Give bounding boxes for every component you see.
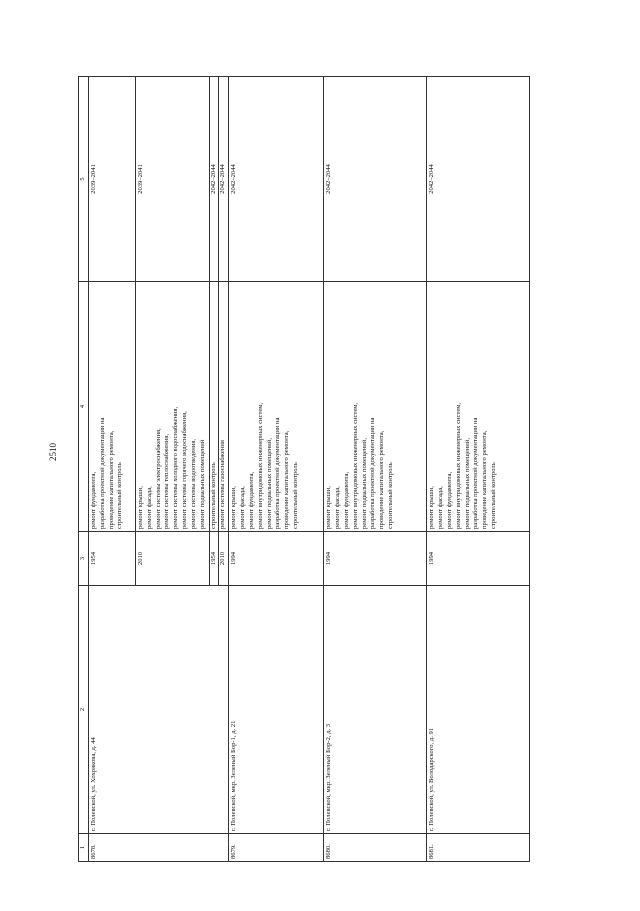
work-item: проведение капитального ремонта,	[283, 430, 291, 529]
period-cell: 2039–2041	[89, 77, 136, 282]
work-item: ремонт подвальных помещений,	[265, 438, 273, 529]
header-col-4: 4	[79, 282, 89, 532]
repair-schedule-table	[78, 76, 530, 862]
works-cell	[209, 282, 219, 532]
row-number: 8678.	[89, 834, 229, 862]
year-cell: 2010	[219, 532, 229, 586]
work-item: ремонт крыши,	[230, 486, 238, 529]
address-cell: г. Полевской, мкр. Зеленый Бор-2, д. 3	[324, 586, 427, 834]
work-item: разработка проектной документации на	[274, 417, 282, 529]
work-item: ремонт фасада,	[334, 486, 342, 529]
work-item: строительный контроль	[490, 462, 498, 529]
works-cell	[136, 282, 210, 532]
address-cell: г. Полевской, ул. Хохрякова, д. 44	[89, 586, 229, 834]
work-item: ремонт системы водоотведения,	[189, 438, 197, 529]
work-item: ремонт фундамента,	[445, 471, 453, 529]
work-item: ремонт системы теплоснабжения,	[163, 434, 171, 529]
period-cell: 2042–2044	[324, 77, 427, 282]
header-col-5: 5	[79, 77, 89, 282]
row-number: 8681.	[427, 834, 530, 862]
work-item: ремонт подвальных помещений,	[463, 438, 471, 529]
header-row	[79, 77, 89, 862]
year-cell: 1994	[324, 532, 427, 586]
work-item: ремонт внутридомовых инженерных систем,	[454, 402, 462, 529]
table-row	[324, 77, 427, 862]
work-item: ремонт крыши,	[428, 486, 436, 529]
work-item: ремонт системы электроснабжения,	[154, 428, 162, 529]
work-item: строительный контроль	[292, 462, 300, 529]
work-item: проведение капитального ремонта,	[107, 430, 115, 529]
table-row	[427, 77, 530, 862]
work-item: ремонт фундамента,	[247, 471, 255, 529]
year-cell: 1954	[209, 532, 219, 586]
row-number: 8680.	[324, 834, 427, 862]
work-item: ремонт фундамента,	[342, 471, 350, 529]
page-number	[48, 6, 68, 911]
works-cell	[324, 282, 427, 532]
work-item: проведение капитального ремонта,	[378, 430, 386, 529]
work-item: разработка проектной документации на	[98, 417, 106, 529]
work-item: ремонт фасада,	[437, 486, 445, 529]
header-col-3: 3	[79, 532, 89, 586]
year-cell: 1954	[89, 532, 136, 586]
year-cell: 1994	[427, 532, 530, 586]
work-item: ремонт подвальных помещений	[198, 439, 206, 529]
header-col-1: 1	[79, 834, 89, 862]
work-item: строительный контроль	[387, 462, 395, 529]
table-row	[229, 77, 324, 862]
table-row	[89, 77, 136, 862]
work-item: ремонт фасада,	[239, 486, 247, 529]
work-item: ремонт крыши,	[137, 486, 144, 529]
period-cell: 2042–2044	[209, 77, 219, 282]
period-cell: 2042–2044	[427, 77, 530, 282]
period-cell: 2042–2044	[229, 77, 324, 282]
works-cell	[219, 282, 229, 532]
works-cell	[229, 282, 324, 532]
work-item: ремонт системы холодного водоснабжения,	[172, 406, 180, 529]
work-item: строительный контроль	[209, 462, 217, 529]
work-item: ремонт системы газоснабжения	[219, 440, 227, 529]
work-item: ремонт системы горячего водоснабжения,	[181, 411, 189, 529]
work-item: ремонт подвальных помещений,	[360, 438, 368, 529]
work-item: ремонт внутридомовых инженерных систем,	[256, 402, 264, 529]
year-cell: 2010	[136, 532, 210, 586]
page-number-text: 2510	[48, 443, 58, 461]
year-cell: 1994	[229, 532, 324, 586]
work-item: ремонт крыши,	[325, 486, 333, 529]
work-item: разработка проектной документации на	[472, 417, 480, 529]
work-item: ремонт фундамента,	[90, 471, 97, 529]
period-cell: 2039–2041	[136, 77, 210, 282]
address-cell: г. Полевской, мкр. Зеленый Бор-1, д. 21	[229, 586, 324, 834]
row-number: 8679.	[229, 834, 324, 862]
work-item: строительный контроль	[116, 462, 124, 529]
works-cell	[427, 282, 530, 532]
works-cell	[89, 282, 136, 532]
work-item: ремонт фасада,	[145, 486, 153, 529]
work-item: разработка проектной документации на	[369, 417, 377, 529]
rotated-page	[78, 77, 566, 862]
header-col-2: 2	[79, 586, 89, 834]
address-cell: г. Полевской, ул. Володарского, д. 91	[427, 586, 530, 834]
work-item: проведение капитального ремонта,	[481, 430, 489, 529]
period-cell: 2042–2044	[219, 77, 229, 282]
work-item: ремонт внутридомовых инженерных систем,	[351, 402, 359, 529]
